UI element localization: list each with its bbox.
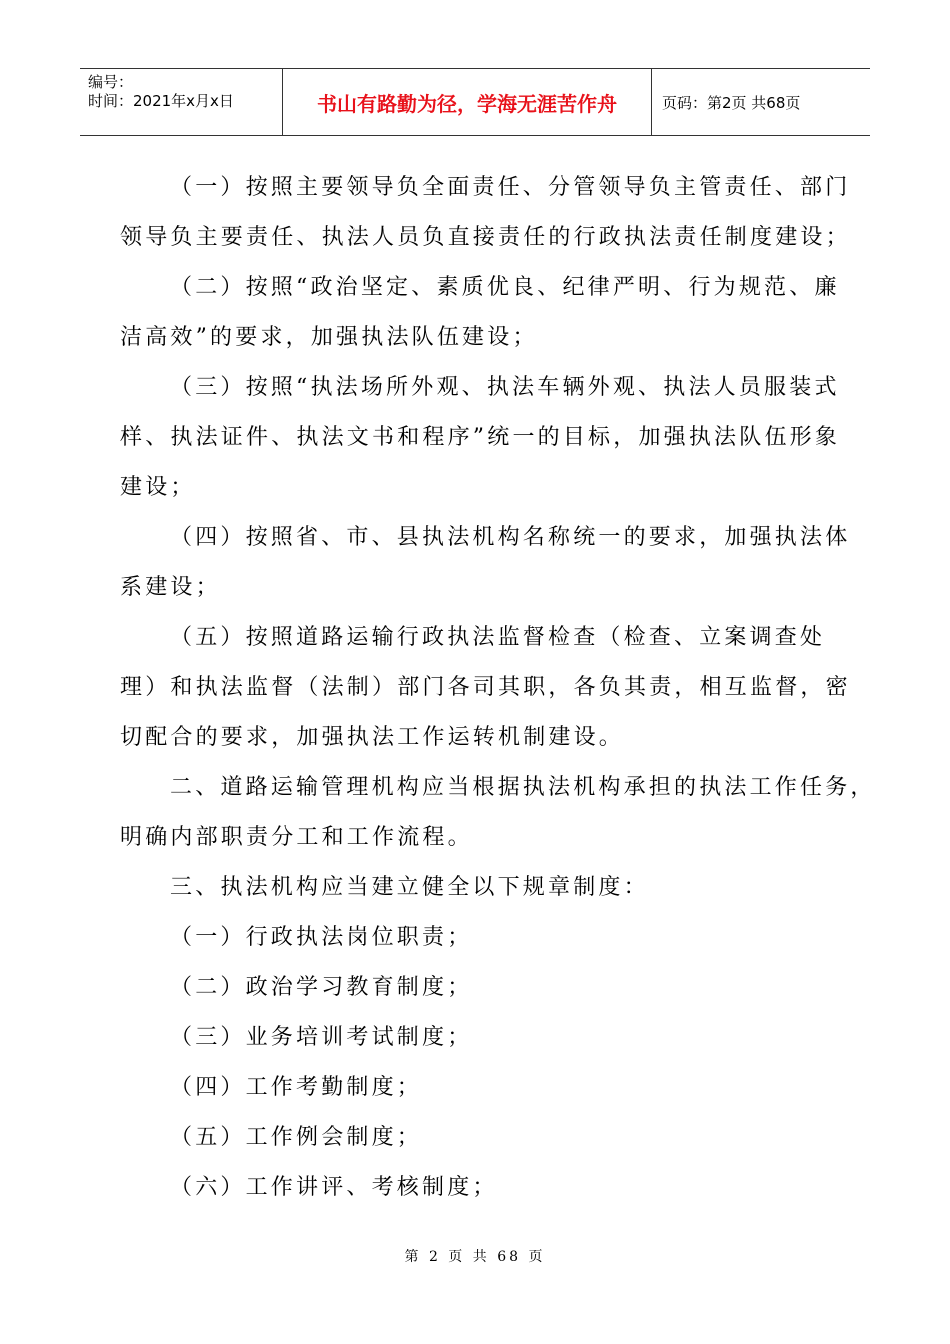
body-text-line: 明确内部职责分工和工作流程。 bbox=[120, 825, 473, 850]
body-text-line: 样、执法证件、执法文书和程序”统一的目标，加强执法队伍形象 bbox=[120, 425, 841, 450]
body-text-line: 洁高效”的要求，加强执法队伍建设； bbox=[120, 325, 538, 350]
body-text-line: （二）按照“政治坚定、素质优良、纪律严明、行为规范、廉 bbox=[170, 275, 840, 300]
body-text-line: （五）工作例会制度； bbox=[170, 1125, 423, 1150]
body-text-line: 理）和执法监督（法制）部门各司其职，各负其责，相互监督，密 bbox=[120, 675, 851, 700]
body-text-line: （一）按照主要领导负全面责任、分管领导负主管责任、部门 bbox=[170, 175, 851, 200]
header-meta bbox=[80, 69, 282, 135]
body-text-line: 二、道路运输管理机构应当根据执法机构承担的执法工作任务， bbox=[170, 775, 876, 800]
body-text-line: （三）业务培训考试制度； bbox=[170, 1025, 473, 1050]
body-text-line: （四）按照省、市、县执法机构名称统一的要求，加强执法体 bbox=[170, 525, 851, 550]
header-motto: 书山有路勤为径，学海无涯苦作舟 bbox=[282, 69, 652, 135]
body-text-line: （六）工作讲评、考核制度； bbox=[170, 1175, 498, 1200]
body-text-line: （一）行政执法岗位职责； bbox=[170, 925, 473, 950]
body-text-line: （四）工作考勤制度； bbox=[170, 1075, 423, 1100]
body-text-line: 切配合的要求，加强执法工作运转机制建设。 bbox=[120, 725, 625, 750]
body-text-line: 系建设； bbox=[120, 575, 221, 600]
body-text-line: 三、执法机构应当建立健全以下规章制度： bbox=[170, 875, 649, 900]
page-header bbox=[80, 68, 870, 136]
document-date-label: 时间：2021年x月x日 bbox=[88, 92, 234, 110]
document-body bbox=[120, 163, 876, 1213]
body-text-line: （三）按照“执法场所外观、执法车辆外观、执法人员服装式 bbox=[170, 375, 840, 400]
body-text-line: （五）按照道路运输行政执法监督检查（检查、立案调查处 bbox=[170, 625, 826, 650]
body-text-line: 领导负主要责任、执法人员负直接责任的行政执法责任制度建设； bbox=[120, 225, 851, 250]
body-text-line: （二）政治学习教育制度； bbox=[170, 975, 473, 1000]
header-page-info: 页码：第2页 共68页 bbox=[662, 93, 801, 112]
document-number-label: 编号： bbox=[88, 73, 134, 91]
body-text-line: 建设； bbox=[120, 475, 196, 500]
page-footer: 第 2 页 共 68 页 bbox=[404, 1249, 546, 1265]
